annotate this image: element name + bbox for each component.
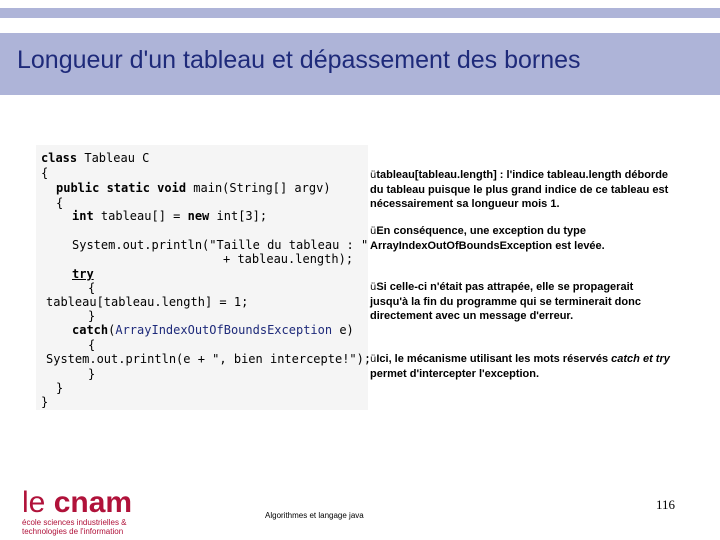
- bullet-text: En conséquence, une exception du type ArrayIndexOutOfBoundsException est levée.: [370, 225, 605, 252]
- code-line: {: [88, 281, 96, 295]
- bullet-item: [370, 224, 640, 253]
- slide-title: Longueur d'un tableau et dépassement des bornes: [17, 46, 581, 74]
- keyword-catch: catch: [611, 353, 640, 365]
- keyword: try: [72, 267, 94, 281]
- code-text: (: [108, 323, 116, 337]
- code-line: System.out.println(e + ", bien intercepte!");: [46, 352, 372, 366]
- keyword-try: et try: [642, 353, 670, 365]
- code-line: {: [56, 196, 64, 210]
- logo-cnam: cnam: [53, 486, 133, 519]
- code-line: }: [88, 309, 96, 323]
- bullet-text: Si celle-ci n'était pas attrapée, elle se propagerait jusqu'à la fin du programme qui se terminerait donc directement avec un message d'erreur.: [370, 281, 641, 322]
- code-line: {: [41, 166, 49, 180]
- code-line: [72, 323, 354, 338]
- code-text: e): [332, 323, 354, 337]
- code-line: }: [88, 367, 96, 381]
- code-line: {: [88, 338, 96, 352]
- bullet-text: Ici, le mécanisme utilisant les mots réservés: [376, 353, 612, 365]
- code-line: }: [56, 381, 64, 395]
- logo-le: le: [22, 486, 54, 519]
- keyword: class: [41, 151, 78, 165]
- code-line: System.out.println("Taille du tableau : ": [72, 238, 369, 252]
- page-number: 116: [656, 497, 676, 512]
- code-text: main(String[] argv): [186, 181, 331, 195]
- code-line: [72, 267, 94, 282]
- bullet-text: permet d'intercepter l'exception.: [370, 368, 540, 380]
- logo-wordmark: [22, 486, 133, 519]
- code-line: + tableau.length);: [223, 252, 354, 266]
- code-line: tableau[tableau.length] = 1;: [46, 295, 249, 309]
- bullet-item: [370, 280, 670, 323]
- code-text: tableau[] =: [93, 209, 188, 223]
- keyword: int: [72, 209, 94, 223]
- check-icon: ü: [370, 170, 377, 181]
- logo-tagline: [22, 518, 132, 536]
- code-line: [41, 151, 149, 166]
- logo-tagline-line: technologies de l'information: [22, 527, 124, 536]
- footer-text: Algorithmes et langage java: [265, 511, 364, 520]
- code-line: [56, 181, 331, 196]
- exception-type: ArrayIndexOutOfBoundsException: [115, 323, 333, 337]
- code-text: Tableau C: [77, 151, 150, 165]
- logo-tagline-line: école sciences industrielles &: [22, 518, 127, 527]
- code-text: int[3];: [209, 209, 268, 223]
- bullet-item: [370, 352, 680, 381]
- keyword: new: [187, 209, 210, 223]
- code-line: [72, 209, 267, 224]
- bullet-item: [370, 168, 670, 211]
- keyword: catch: [72, 323, 109, 337]
- keyword: public static void: [56, 181, 187, 195]
- check-icon: ü: [370, 282, 377, 293]
- cnam-logo: [22, 486, 133, 536]
- bullet-text: tableau[tableau.length] : l'indice tableau.length déborde du tableau puisque le plus grand indice de ce tableau est nécessairement sa longueur mois 1.: [370, 169, 669, 210]
- code-line: }: [41, 395, 49, 409]
- check-icon: ü: [370, 226, 377, 237]
- check-icon: ü: [370, 354, 377, 365]
- top-stripe: [0, 8, 720, 18]
